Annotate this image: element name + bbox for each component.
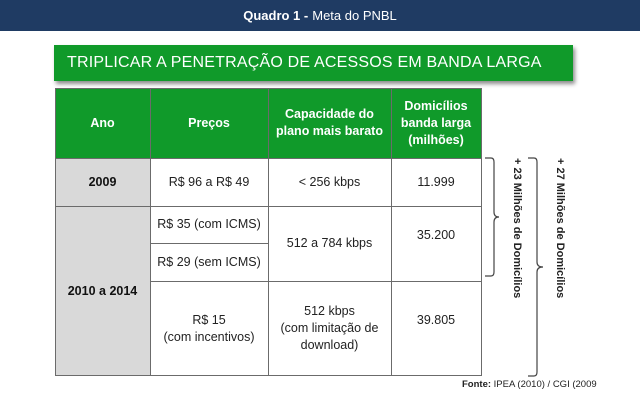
row-line-incentivos <box>150 281 481 282</box>
households-39805: 39.805 <box>416 312 456 327</box>
price-2009: R$ 96 a R$ 49 <box>168 174 250 189</box>
header-domicilios: Domicílios banda larga (milhões) <box>391 88 481 158</box>
col-line-2 <box>268 88 269 376</box>
border-left <box>55 88 56 376</box>
row-line-2009 <box>55 206 482 207</box>
year-2010-2014: 2010 a 2014 <box>55 206 150 376</box>
price-com-icms: R$ 35 (com ICMS) <box>157 217 261 231</box>
title-banner: TRIPLICAR A PENETRAÇÃO DE ACESSOS EM BANDA LARGA <box>54 45 573 81</box>
households-35200: 35.200 <box>416 227 456 242</box>
page-header <box>0 0 640 31</box>
col-line-1 <box>150 88 151 376</box>
header-precos: Preços <box>150 88 268 158</box>
capacity-512-limit: 512 kbps (com limitação de download) <box>280 304 379 352</box>
header-ano: Ano <box>55 88 150 158</box>
price-incentivos: R$ 15 (com incentivos) <box>163 312 255 344</box>
year-2009: 2009 <box>55 158 150 206</box>
households-2009: 11.999 <box>417 174 455 189</box>
col-line-3 <box>391 88 392 376</box>
brace-27-milhoes <box>526 156 550 378</box>
label-23-milhoes: + 23 Milhões de Domicílios <box>511 158 523 299</box>
header-title: Meta do PNBL <box>312 8 397 23</box>
row-line-header <box>55 158 482 159</box>
source-note: Fonte: IPEA (2010) / CGI (2009 <box>462 379 597 390</box>
brace-23-milhoes <box>483 156 503 278</box>
border-right <box>481 88 482 376</box>
label-27-milhoes: + 27 Milhões de Domicílios <box>554 158 566 299</box>
price-sem-icms: R$ 29 (sem ICMS) <box>157 254 261 269</box>
row-line-icms <box>150 243 268 244</box>
capacity-512-784: 512 a 784 kbps <box>286 236 373 250</box>
capacity-2009: < 256 kbps <box>298 174 361 189</box>
header-bold: Quadro 1 - <box>243 8 309 23</box>
header-capacidade: Capacidade do plano mais barato <box>268 88 391 158</box>
